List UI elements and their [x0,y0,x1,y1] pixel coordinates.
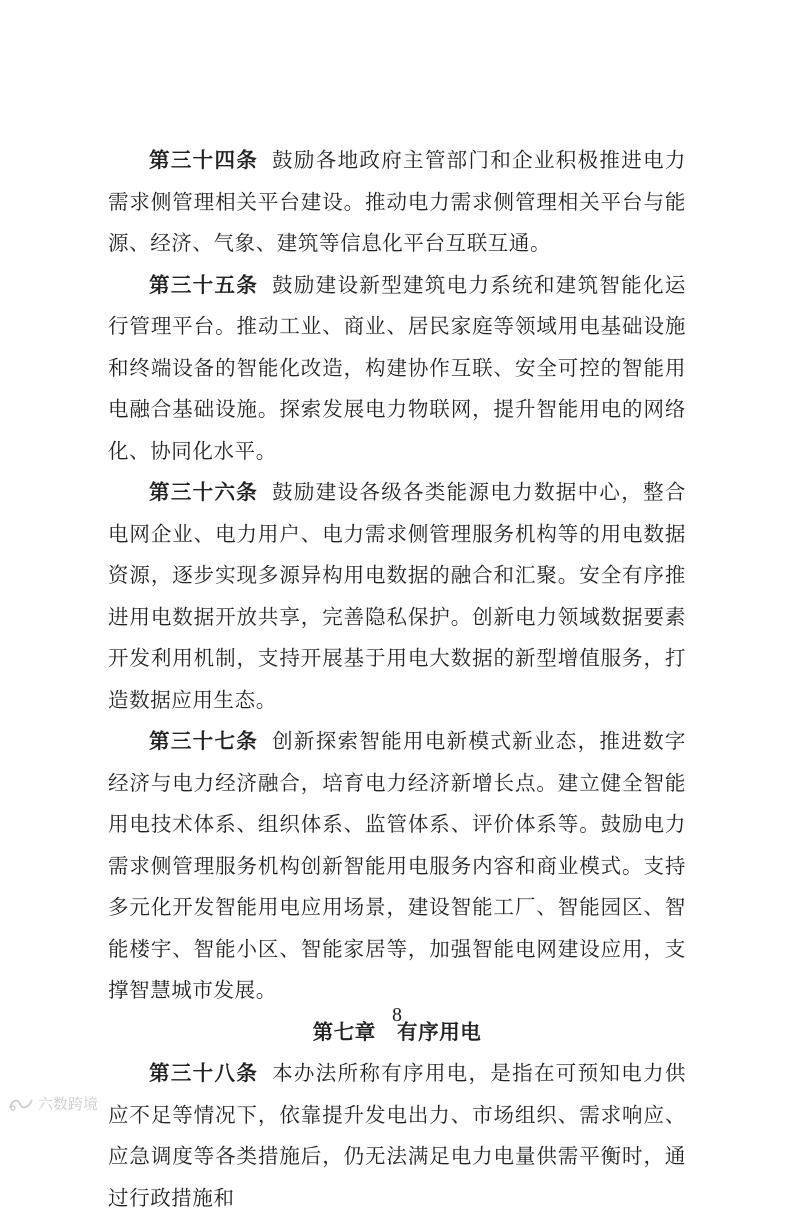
article-37 [108,721,686,1012]
article-number: 第三十七条 [149,729,259,753]
article-number: 第三十四条 [149,148,259,172]
article-number: 第三十六条 [149,480,259,504]
article-text: 创新探索智能用电新模式新业态，推进数字经济与电力经济融合，培育电力经济新增长点。建立健全智能用电技术体系、组织体系、监管体系、评价体系等。鼓励电力需求侧管理服务机构创新智能用电服务内容和商业模式。支持多元化开发智能用电应用场景，建设智能工厂、智能园区、智能楼宇、智能小区、智能家居等，加强智能电网建设应用，支撑智慧城市发展。 [108,729,686,1002]
document-body [108,140,686,1219]
page-number: 8 [392,1004,402,1026]
watermark-logo-icon [8,1096,34,1112]
article-36 [108,472,686,721]
article-number: 第三十五条 [149,272,259,297]
chapter-heading: 第七章 有序用电 [312,1019,482,1044]
article-number: 第三十八条 [149,1061,259,1085]
article-34 [108,140,686,265]
article-35 [108,265,686,473]
article-38 [108,1053,686,1219]
article-text: 鼓励建设新型建筑电力系统和建筑智能化运行管理平台。推动工业、商业、居民家庭等领域用电基础设施和终端设备的智能化改造，构建协作互联、安全可控的智能用电融合基础设施。探索发展电力物联网，提升智能用电的网络化、协同化水平。 [108,272,686,463]
watermark [8,1093,98,1114]
article-text: 鼓励各地政府主管部门和企业积极推进电力需求侧管理相关平台建设。推动电力需求侧管理相关平台与能源、经济、气象、建筑等信息化平台互联互通。 [108,148,686,255]
article-text: 鼓励建设各级各类能源电力数据中心，整合电网企业、电力用户、电力需求侧管理服务机构等的用电数据资源，逐步实现多源异构用电数据的融合和汇聚。安全有序推进用电数据开放共享，完善隐私保护。创新电力领域数据要素开发利用机制，支持开展基于用电大数据的新型增值服务，打造数据应用生态。 [108,480,686,712]
watermark-text: 六数跨境 [38,1095,99,1113]
article-text: 本办法所称有序用电，是指在可预知电力供应不足等情况下，依靠提升发电出力、市场组织、需求响应、应急调度等各类措施后，仍无法满足电力电量供需平衡时，通过行政措施和 [108,1061,686,1210]
